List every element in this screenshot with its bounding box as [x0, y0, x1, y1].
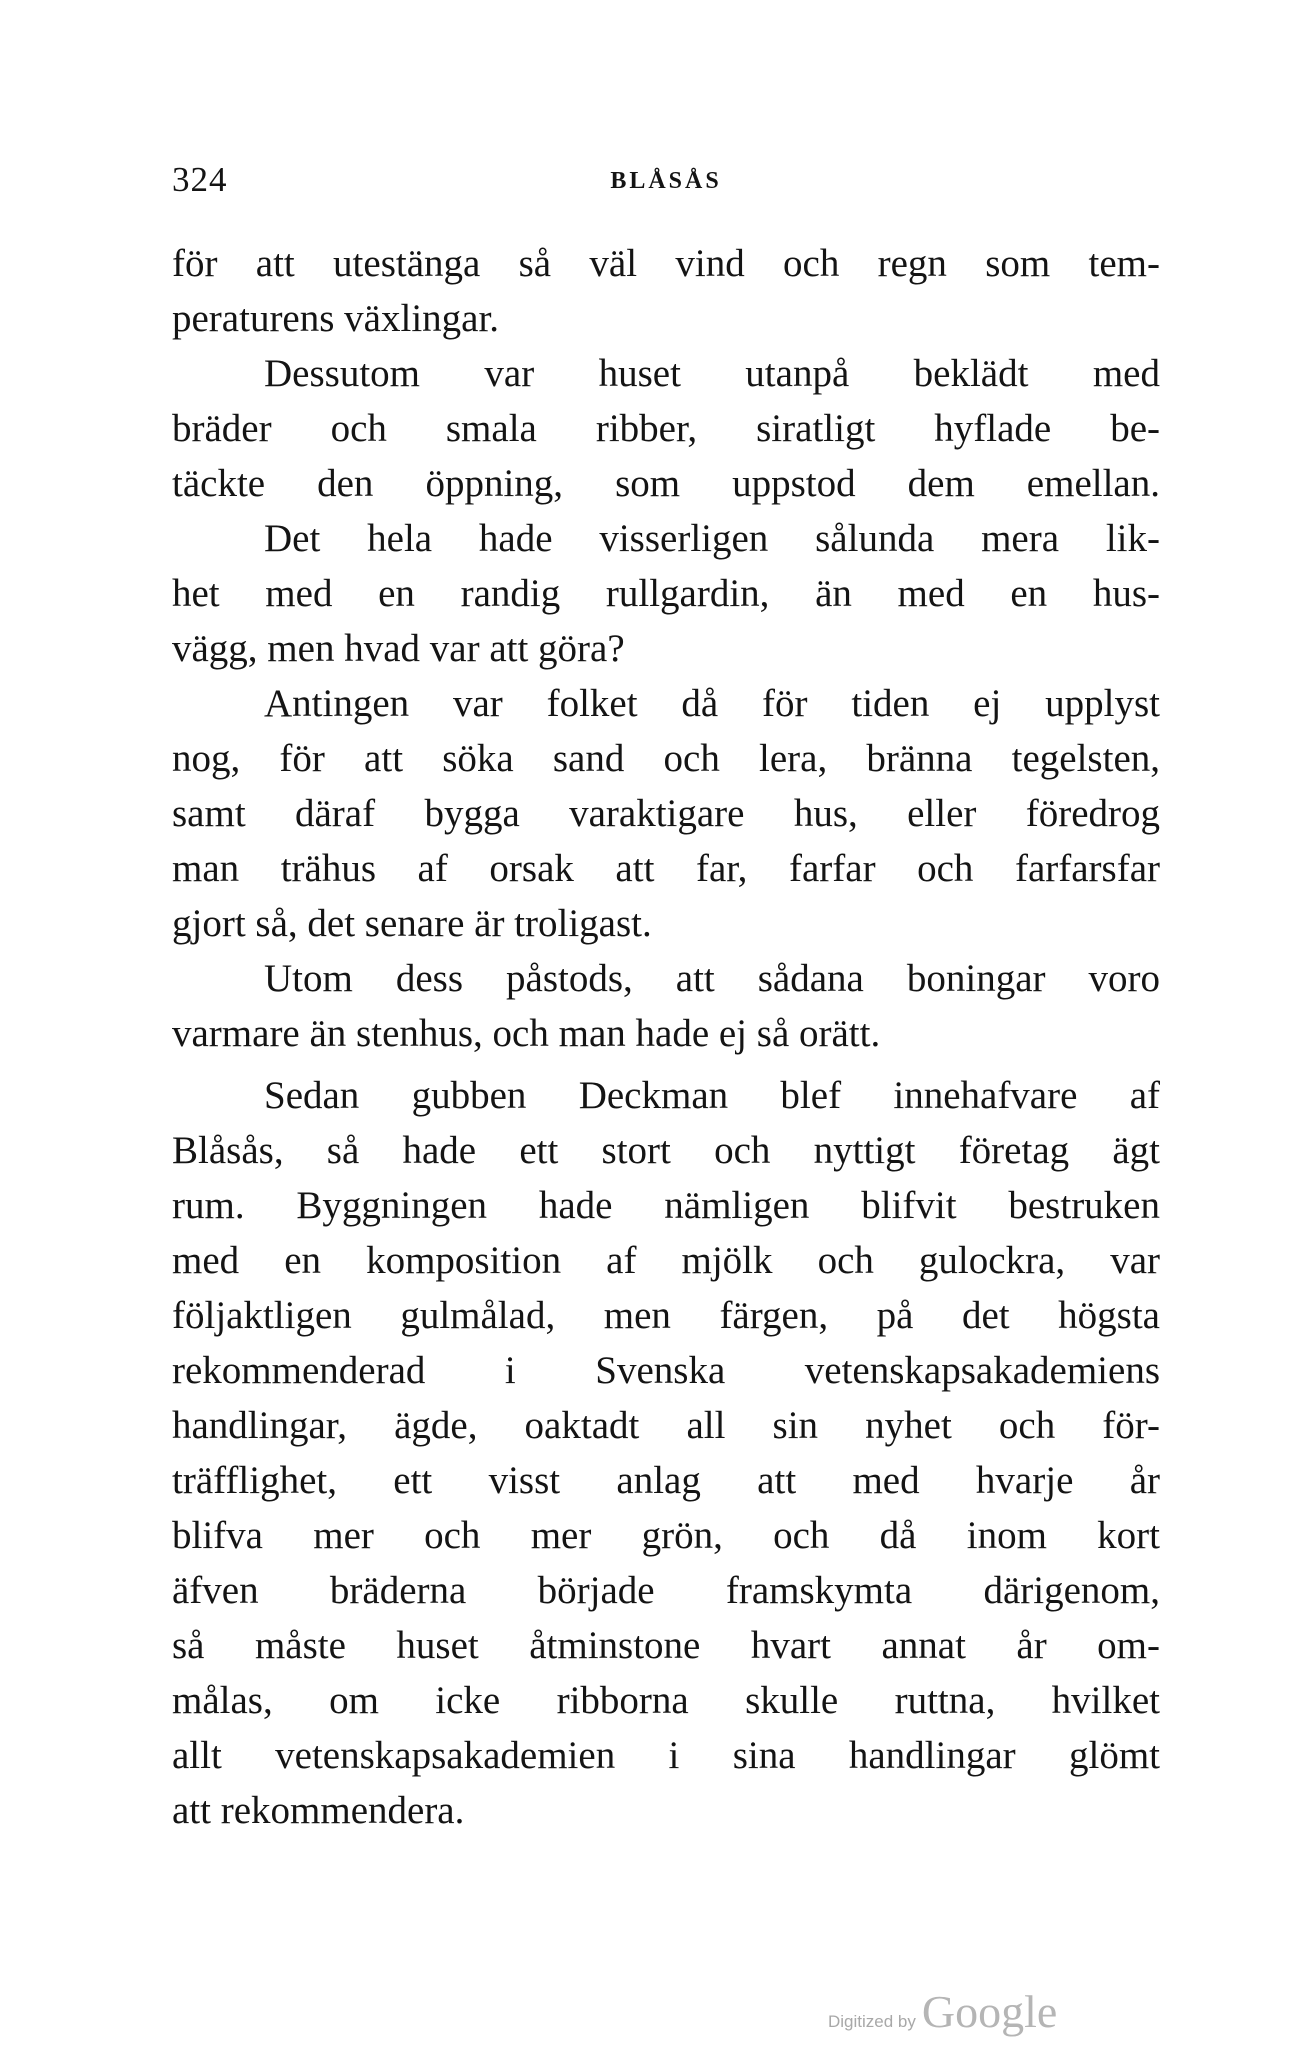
paragraph — [172, 511, 1160, 676]
text-line: med en komposition af mjölk och gulockra, var — [172, 1239, 1160, 1282]
text-line: Utom dess påstods, att sådana boningar voro — [264, 957, 1160, 1000]
text-line: för att utestänga så väl vind och regn som tem- — [172, 242, 1160, 285]
text-line: vägg, men hvad var att göra? — [172, 627, 625, 670]
paragraph — [172, 236, 1160, 346]
text-line: målas, om icke ribborna skulle ruttna, hvilket — [172, 1679, 1160, 1722]
text-line: Det hela hade visserligen sålunda mera lik- — [264, 517, 1160, 560]
paragraph — [172, 1068, 1160, 1838]
text-line: allt vetenskapsakademien i sina handlingar glömt — [172, 1734, 1160, 1777]
text-line: träfflighet, ett visst anlag att med hvarje år — [172, 1459, 1160, 1502]
text-line: rum. Byggningen hade nämligen blifvit bestruken — [172, 1184, 1160, 1227]
text-line: peraturens växlingar. — [172, 297, 500, 340]
text-line: varmare än stenhus, och man hade ej så orätt. — [172, 1012, 881, 1055]
text-line: så måste huset åtminstone hvart annat år om- — [172, 1624, 1160, 1667]
page-number: 324 — [172, 160, 228, 199]
text-line: bräder och smala ribber, siratligt hyflade be- — [172, 407, 1160, 450]
text-line: nog, för att söka sand och lera, bränna tegelsten, — [172, 737, 1160, 780]
text-line: gjort så, det senare är troligast. — [172, 902, 652, 945]
text-line: blifva mer och mer grön, och då inom kort — [172, 1514, 1160, 1557]
text-line: man trähus af orsak att far, farfar och farfarsfar — [172, 847, 1160, 890]
text-line: Dessutom var huset utanpå beklädt med — [264, 352, 1160, 395]
text-line: Blåsås, så hade ett stort och nyttigt företag ägt — [172, 1129, 1160, 1172]
text-line: att rekommendera. — [172, 1789, 465, 1832]
text-line: handlingar, ägde, oaktadt all sin nyhet och för- — [172, 1404, 1160, 1447]
text-line: följaktligen gulmålad, men färgen, på det högsta — [172, 1294, 1160, 1337]
text-line: Sedan gubben Deckman blef innehafvare af — [264, 1074, 1160, 1117]
text-line: Antingen var folket då för tiden ej upplyst — [264, 682, 1160, 725]
watermark-prefix: Digitized by — [828, 2012, 916, 2031]
running-head: BLÅSÅS — [610, 168, 722, 194]
digitized-watermark — [828, 1985, 1057, 2038]
text-line: het med en randig rullgardin, än med en hus- — [172, 572, 1160, 615]
paragraph — [172, 676, 1160, 951]
text-line: rekommenderad i Svenska vetenskapsakademiens — [172, 1349, 1160, 1392]
paragraph — [172, 951, 1160, 1061]
paragraph — [172, 346, 1160, 511]
text-line: täckte den öppning, som uppstod dem emellan. — [172, 462, 1160, 505]
google-logo: Google — [921, 1986, 1058, 2037]
text-line: äfven bräderna började framskymta därigenom, — [172, 1569, 1160, 1612]
body-text — [172, 236, 1160, 1838]
page-header — [172, 160, 1160, 210]
text-line: samt däraf bygga varaktigare hus, eller föredrog — [172, 792, 1160, 835]
